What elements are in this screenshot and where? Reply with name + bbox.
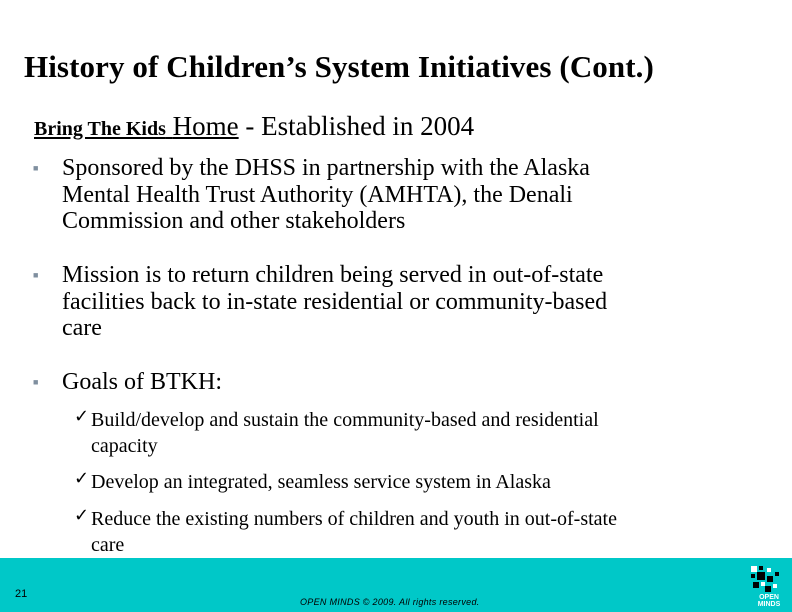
square-bullet-icon: ■ <box>33 163 39 173</box>
slide-title: History of Children’s System Initiatives (Cont.) <box>24 49 654 84</box>
bullet-line: Sponsored by the DHSS in partnership with the Alaska <box>62 155 590 181</box>
logo-text <box>749 594 789 608</box>
checkmark-icon: ✓ <box>74 505 90 526</box>
subtitle-established: - Established in 2004 <box>238 111 475 141</box>
bullet-text <box>62 155 722 235</box>
goal-line: Reduce the existing numbers of children and youth in out-of-state <box>91 508 617 530</box>
footer-band <box>0 558 792 612</box>
bullet-line: Mission is to return children being served in out-of-state <box>62 262 604 288</box>
bullet-line: facilities back to in-state residential or community-based <box>62 288 608 315</box>
checkmark-icon: ✓ <box>74 468 90 489</box>
open-minds-logo-icon <box>749 562 789 594</box>
goal-text <box>91 469 731 495</box>
logo-text-line: MINDS <box>757 601 781 608</box>
bullet-line: Goals of BTKH: <box>62 369 222 395</box>
square-bullet-icon: ■ <box>33 270 39 280</box>
goal-line: Build/develop and sustain the community-based and residential <box>91 409 599 431</box>
copyright-text <box>300 597 480 607</box>
subtitle-home: Home <box>172 111 239 141</box>
bullet-text <box>62 262 722 342</box>
goal-text <box>91 407 731 459</box>
goal-line: capacity <box>91 435 158 457</box>
checkmark-icon: ✓ <box>74 406 90 427</box>
square-bullet-icon: ■ <box>33 377 39 387</box>
page-number: 21 <box>15 588 28 600</box>
subtitle-underlined <box>34 111 239 141</box>
copyright-italic: OPEN MINDS © 2009. All rights reserved. <box>300 597 480 607</box>
logo-text-line: OPEN <box>759 594 779 601</box>
slide-subtitle <box>34 111 474 142</box>
subtitle-bring-the-kids: Bring The Kids <box>34 118 166 140</box>
bullet-line: care <box>62 315 102 342</box>
open-minds-logo <box>749 562 789 612</box>
goal-line: Develop an integrated, seamless service system in Alaska <box>91 471 551 493</box>
goal-text <box>91 506 731 558</box>
bullet-line: Commission and other stakeholders <box>62 208 406 235</box>
bullet-line: Mental Health Trust Authority (AMHTA), the Denali <box>62 181 573 208</box>
goal-line: care <box>91 534 125 556</box>
bullet-text <box>62 369 722 396</box>
